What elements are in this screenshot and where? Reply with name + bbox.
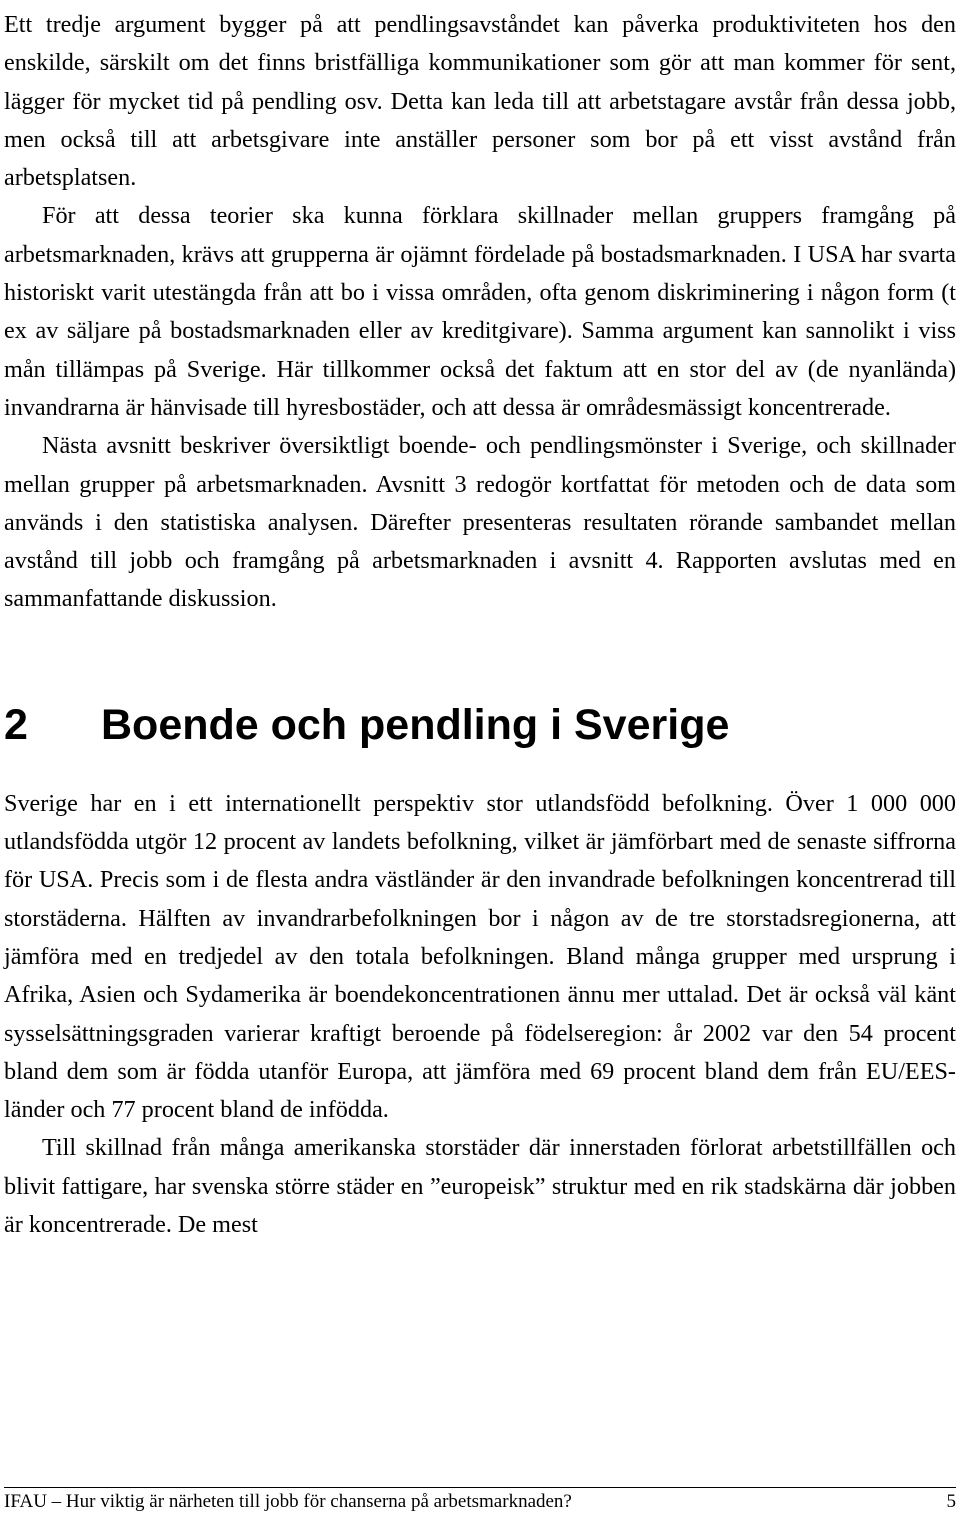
- page-footer: [4, 1487, 956, 1513]
- body-paragraph: För att dessa teorier ska kunna förklara skillnader mellan gruppers framgång på arbetsmarknaden, krävs att grupperna är ojämnt fördelade på bostadsmarknaden. I USA har svarta historiskt varit utestängda från att bo i vissa områden, ofta genom diskriminering i någon form (t ex av säljare på bostadsmarknaden eller av kreditgivare). Samma argument kan sannolikt i viss mån tillämpas på Sverige. Här tillkommer också det faktum att en stor del av (de nyanlända) invandrarna är hänvisade till hyresbostäder, och att dessa är områdesmässigt koncentrerade.: [4, 202, 956, 421]
- footer-running-title: IFAU – Hur viktig är närheten till jobb för chanserna på arbetsmarknaden?: [4, 1491, 572, 1512]
- body-paragraph: Ett tredje argument bygger på att pendlingsavståndet kan påverka produktiviteten hos den enskilde, särskilt om det finns bristfälliga kommunikationer som gör att man kommer för sent, lägger för mycket tid på pendling osv. Detta kan leda till att arbetstagare avstår från dessa jobb, men också till att arbetsgivare inte anställer personer som bor på ett visst avstånd från arbetsplatsen.: [4, 11, 956, 192]
- document-page: [4, 6, 956, 1244]
- body-paragraph: Nästa avsnitt beskriver översiktligt boende- och pendlingsmönster i Sverige, och skillnader mellan grupper på arbetsmarknaden. Avsnitt 3 redogör kortfattat för metoden och de data som används i den statistiska analysen. Därefter presenteras resultaten rörande sambandet mellan avstånd till jobb och framgång på arbetsmarknaden i avsnitt 4. Rapporten avslutas med en sammanfattande diskussion.: [4, 432, 956, 613]
- footer-page-number: 5: [946, 1491, 956, 1512]
- body-paragraph: Till skillnad från många amerikanska storstäder där innerstaden förlorat arbetstillfällen och blivit fattigare, har svenska större städer en ”europeisk” struktur med en rik stadskärna där jobben är koncentrerade. De mest: [4, 1134, 956, 1239]
- section-number: 2: [4, 700, 28, 749]
- section-heading: [4, 700, 956, 750]
- section-title: Boende och pendling i Sverige: [101, 700, 730, 749]
- body-paragraph: Sverige har en i ett internationellt perspektiv stor utlandsfödd befolkning. Över 1 000 000 utlandsfödda utgör 12 procent av landets befolkning, vilket är jämförbart med de senaste siffrorna för USA. Precis som i de flesta andra västländer är den invandrade befolkningen koncentrerad till storstäderna. Hälften av invandrarbefolkningen bor i någon av de tre storstadsregionerna, att jämföra med en tredjedel av den totala befolkningen. Bland många grupper med ursprung i Afrika, Asien och Sydamerika är boendekoncentrationen ännu mer uttalad. Det är också väl känt sysselsättningsgraden varierar kraftigt beroende på födelseregion: år 2002 var den 54 procent bland dem som är födda utanför Europa, att jämföra med 69 procent bland dem från EU/EES-länder och 77 procent bland de infödda.: [4, 789, 956, 1124]
